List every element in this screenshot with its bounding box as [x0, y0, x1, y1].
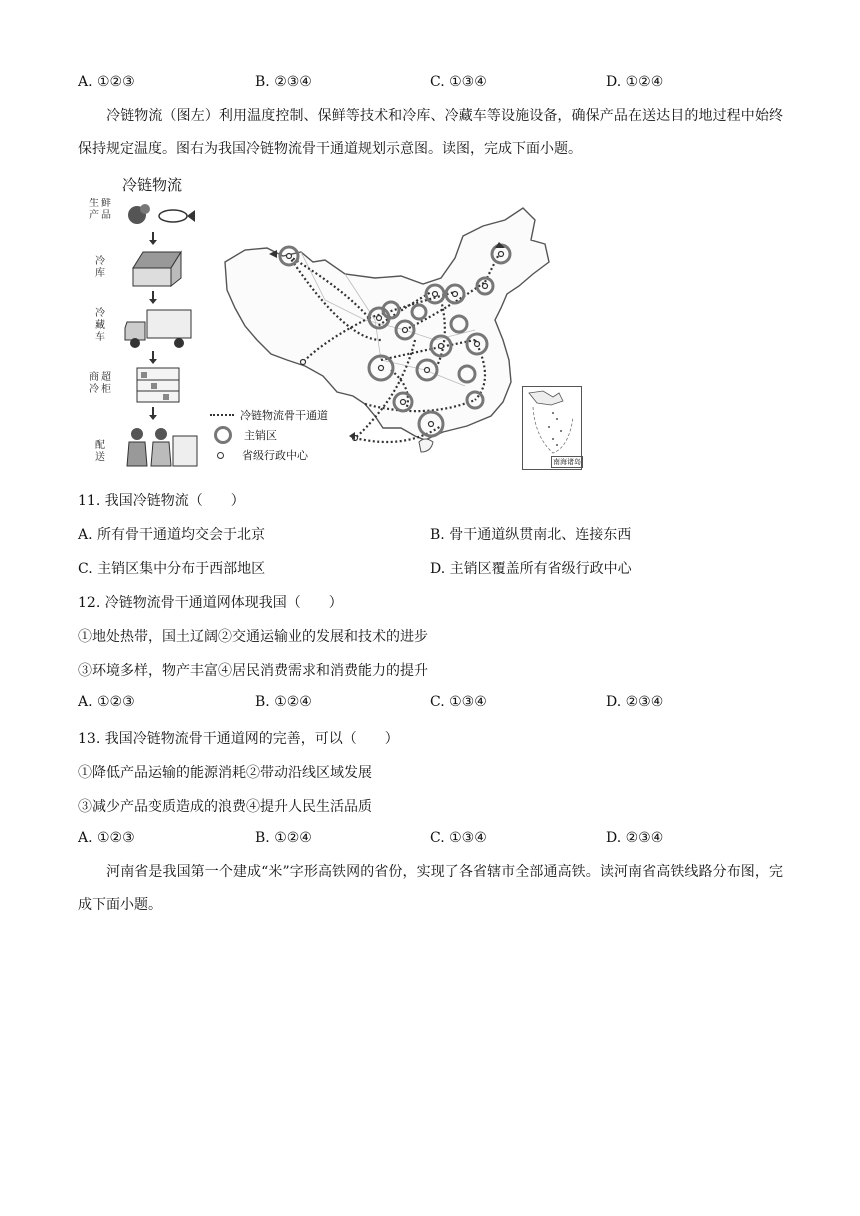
svg-text:冷: 冷 [95, 308, 105, 319]
q13-statement-line2: ③减少产品变质造成的浪费④提升人民生活品质 [78, 799, 372, 815]
q13-option-b: B. ①②④ [255, 830, 312, 846]
fresh-produce-icon [128, 204, 195, 224]
flow-title: 冷链物流 [122, 176, 183, 194]
legend-main-area-label: 主销区 [244, 429, 277, 442]
q10-option-a: A. ①②③ [78, 74, 135, 90]
q11-option-a: A. 所有骨干通道均交会于北京 [78, 527, 266, 543]
svg-text:配: 配 [95, 440, 105, 451]
svg-text:商: 商 [89, 372, 99, 383]
svg-text:车: 车 [95, 332, 105, 343]
svg-text:冷: 冷 [95, 256, 105, 267]
legend-corridor [210, 406, 328, 424]
cold-cabinet-icon [137, 368, 179, 402]
south-china-sea-inset [522, 386, 582, 470]
cold-chain-intro-text: 冷链物流（图左）利用温度控制、保鲜等技术和冷库、冷藏车等设施设备，确保产品在送达目的地过程中始终保持规定温度。图右为我国冷链物流骨干通道规划示意图。读图，完成下面小题。 [78, 108, 783, 157]
q12-option-a: A. ①②③ [78, 694, 135, 710]
q12-option-d: D. ②③④ [606, 694, 664, 710]
svg-text:冷: 冷 [89, 384, 99, 395]
q10-option-c: C. ①③④ [430, 74, 487, 90]
q11-option-d: D. 主销区覆盖所有省级行政中心 [430, 561, 632, 577]
svg-text:产: 产 [89, 210, 99, 221]
q12-statement-line2: ③环境多样，物产丰富④居民消费需求和消费能力的提升 [78, 663, 428, 679]
main-area-swatch [214, 426, 232, 444]
cold-storage-icon [133, 252, 181, 286]
q12-option-b: B. ①②④ [255, 694, 312, 710]
cold-chain-figure [85, 170, 595, 480]
svg-text:送: 送 [95, 452, 105, 463]
q11-stem: 11. 我国冷链物流（ ） [78, 493, 245, 509]
svg-text:柜: 柜 [101, 384, 111, 395]
svg-text:鲜: 鲜 [101, 198, 111, 209]
inset-label: 南海诸岛 [553, 458, 581, 466]
q10-option-b: B. ②③④ [255, 74, 312, 90]
henan-intro-text: 河南省是我国第一个建成“米”字形高铁网的省份，实现了各省辖市全部通高铁。读河南省高铁线路分布图，完成下面小题。 [78, 864, 783, 913]
corridor-swatch [210, 414, 234, 416]
q10-option-d: D. ①②④ [606, 74, 664, 90]
svg-text:库: 库 [95, 268, 105, 279]
henan-intro [78, 856, 783, 922]
q13-stem: 13. 我国冷链物流骨干通道网的完善，可以（ ） [78, 731, 399, 747]
svg-text:超: 超 [101, 372, 111, 383]
q11-option-c: C. 主销区集中分布于西部地区 [78, 561, 266, 577]
legend-provincial-label: 省级行政中心 [242, 449, 308, 462]
q12-stem: 12. 冷链物流骨干通道网体现我国（ ） [78, 595, 343, 611]
legend-provincial [210, 446, 328, 464]
svg-text:品: 品 [101, 210, 111, 221]
svg-text:藏: 藏 [95, 320, 105, 331]
svg-text:生: 生 [89, 198, 99, 209]
q11-option-b: B. 骨干通道纵贯南北、连接东西 [430, 527, 632, 543]
q13-statement-line1: ①降低产品运输的能源消耗②带动沿线区域发展 [78, 765, 372, 781]
legend-corridor-label: 冷链物流骨干通道 [240, 409, 328, 422]
delivery-icon [127, 428, 197, 466]
q12-option-c: C. ①③④ [430, 694, 487, 710]
cold-chain-flow-diagram [85, 198, 215, 498]
map-legend [210, 406, 328, 464]
q13-option-c: C. ①③④ [430, 830, 487, 846]
q13-option-a: A. ①②③ [78, 830, 135, 846]
legend-main-area [210, 424, 328, 446]
provincial-swatch [217, 452, 224, 459]
q12-statement-line1: ①地处热带，国土辽阔②交通运输业的发展和技术的进步 [78, 629, 428, 645]
cold-chain-intro [78, 100, 783, 166]
q13-option-d: D. ②③④ [606, 830, 664, 846]
refrigerated-truck-icon [125, 310, 191, 348]
